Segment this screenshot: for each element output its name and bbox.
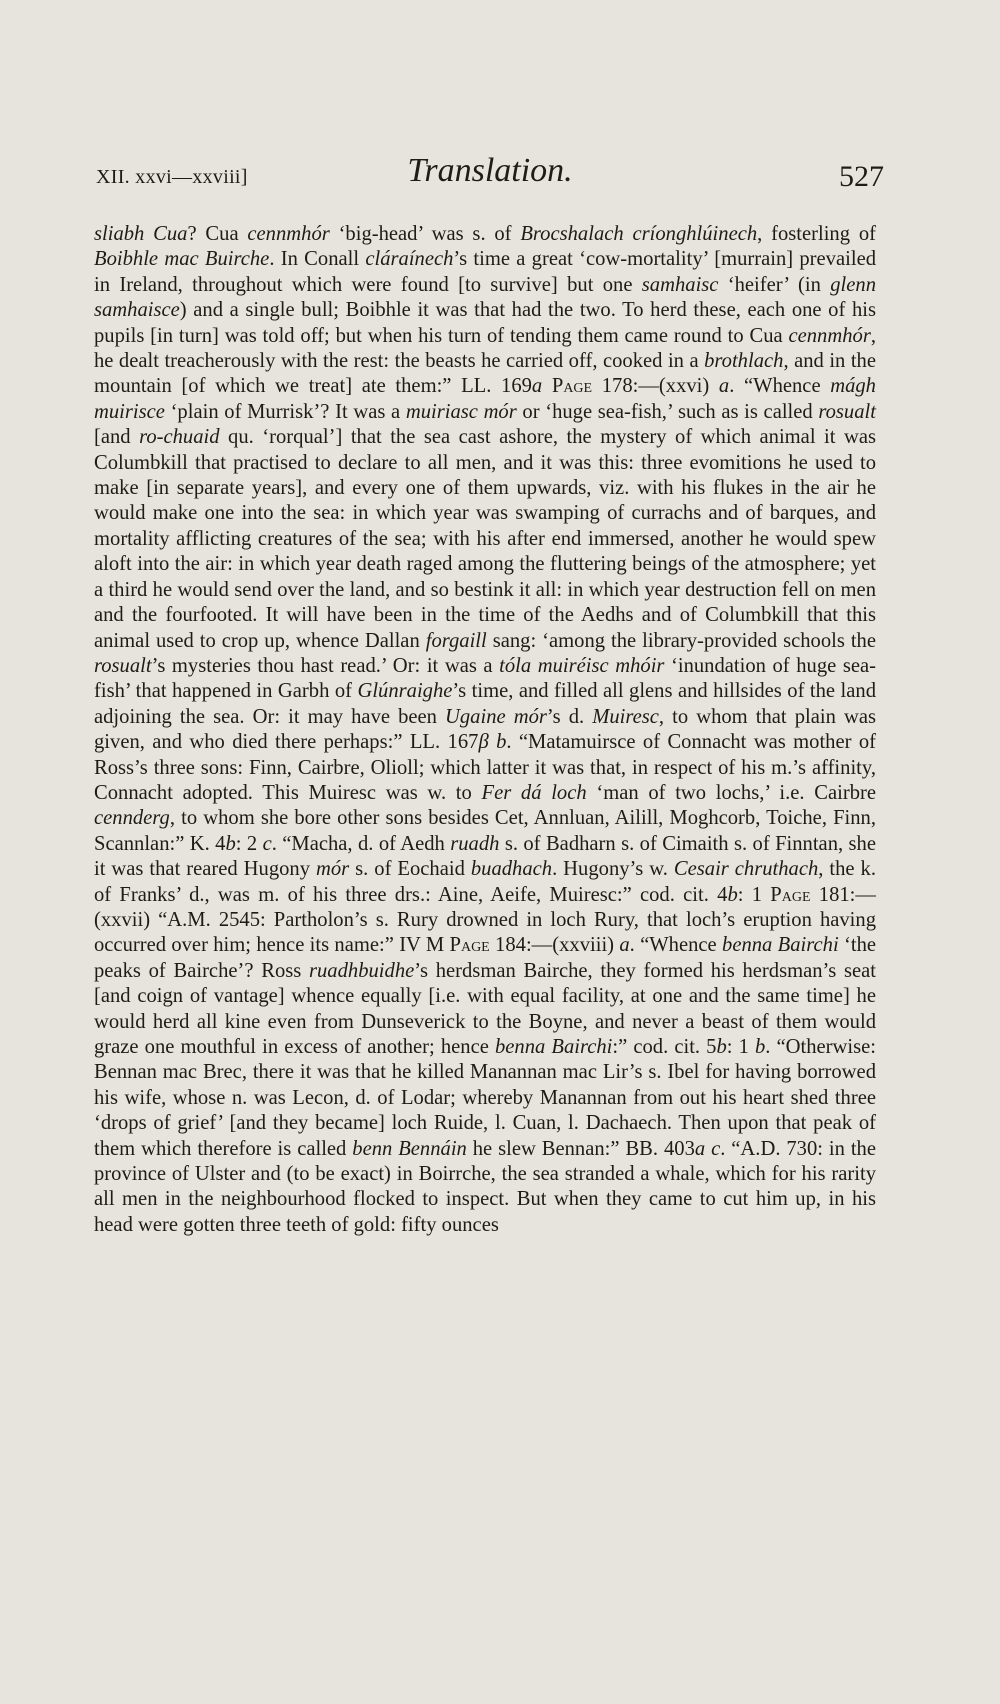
text-run: . “Macha, d. of Aedh: [271, 832, 451, 855]
italic-term: Ugaine mór: [445, 705, 547, 728]
italic-term: b: [496, 731, 507, 754]
page-title: Translation.: [407, 152, 573, 189]
italic-term: forgaill: [425, 629, 487, 652]
italic-term: b: [716, 1036, 727, 1058]
page-number: 527: [839, 160, 884, 193]
text-run: 181:—(xxvii) “A.M. 2545: Partholon’s s. Rury drowned in loch Rury, that loch’s eruption having occurred over him; hence its name:” IV M: [94, 883, 876, 957]
text-run: ‘inundation of huge sea-fish’ that happened in Garbh of: [94, 654, 876, 703]
italic-term: benn Bennáin: [352, 1137, 467, 1160]
text-run: : 1: [737, 883, 771, 906]
italic-term: sliabh Cua: [94, 223, 188, 245]
italic-term: a: [531, 375, 543, 398]
text-run: ? Cua: [187, 223, 248, 245]
text-run: ) and a single bull; Boibhle it was that had the two. To herd these, each one of his pupils [in turn] was told off; but when his turn of tending them came round to Cua: [94, 299, 876, 347]
text-run: , to whom that plain was given, and who died there perhaps:” LL. 167: [94, 705, 876, 754]
italic-term: a: [718, 375, 730, 398]
text-run: s. of Badharn s. of Cimaith s. of Finntan, she it was that reared Hugony: [94, 832, 876, 881]
italic-term: c: [711, 1137, 721, 1160]
italic-term: β: [478, 731, 489, 754]
italic-term: a: [619, 934, 630, 957]
text-run: ‘plain of Murrisk’? It was a: [164, 400, 406, 423]
text-run: . Hugony’s w.: [552, 858, 674, 881]
italic-term: Cesair chruthach: [673, 858, 819, 881]
body-paragraph: [94, 222, 876, 1238]
text-run: : 2: [235, 832, 263, 855]
text-run: sang: ‘among the library-provided schools the: [486, 629, 876, 652]
text-run: ‘big-head’ was s. of: [329, 223, 521, 245]
text-run: ’s d.: [546, 705, 593, 728]
text-run: 184:—(xxviii): [489, 934, 620, 957]
text-run: 178:—(xxvi): [592, 375, 719, 398]
italic-term: brothlach: [704, 350, 784, 373]
text-run: , fosterling of: [757, 223, 876, 245]
text-run: [542, 375, 552, 397]
text-run: ’s time a great ‘cow-mortality’ [murrain] prevailed in Ireland, throughout which were found [to survive] but one: [94, 248, 877, 296]
italic-term: mór: [315, 858, 350, 881]
page-reference-label: Page: [449, 934, 490, 957]
text-run: , he dealt treacherously with the rest: the beasts he carried off, cooked in a: [94, 324, 876, 373]
text-run: . “A.D. 730: in the province of Ulster and (to be exact) in Boirrche, the sea stranded a whale, which for his rarity all men in the neighbourhood flocked to inspect. But when they came to cut him up, in his head were gotten three teeth of gold: fifty ounces: [94, 1137, 876, 1236]
text-run: , to whom she bore other sons besides Cet, Annluan, Ailill, Moghcorb, Toiche, Finn, Scannlan:” K. 4: [94, 807, 876, 855]
italic-term: tóla muiréisc mhóir: [499, 654, 665, 677]
chapter-reference: XII. xxvi—xxviii]: [96, 166, 248, 188]
text-run: . “Otherwise: Bennan mac Brec, there it was that he killed Manannan mac Lir’s s. Ibel for having borrowed his wife, whose n. was Lecon, d. of Lodar; whereby Manannan from out his heart shed three ‘drops of grief’ [and they became] loch Ruide, l. Cuan, l. Dachaech. Then upon that peak of them which therefore is called: [94, 1036, 877, 1160]
text-run: or ‘huge sea-fish,’ such as is called: [516, 400, 819, 423]
italic-term: b: [225, 832, 236, 855]
text-run: s. of Eochaid: [349, 858, 471, 881]
italic-term: Muiresc: [592, 705, 659, 728]
italic-term: rosualt: [818, 400, 876, 423]
text-run: qu. ‘rorqual’] that the sea cast ashore, the mystery of which animal it was Columbkill that practised to declare to all men, and it was this: three evomitions he used to make [in separate years], and every one of them upwards, viz. with his flukes in the air he would make one into the sea: in which year was swamping of currachs and of barques, and mortality afflicting creatures of the sea; with his after end immersed, another he would spew aloft into the air: in which year death raged among the fluttering beings of the atmosphere; yet a third he would send over the land, and so bestink it all: in which year destruction fell on men and the fourfooted. It will have been in the time of the Aedhs and of Columbkill that this animal used to crop up, whence Dallan: [94, 426, 876, 652]
text-run: . In Conall: [269, 248, 366, 271]
italic-term: muiriasc mór: [405, 400, 517, 423]
text-run: [489, 731, 496, 753]
italic-term: ro-chuaid: [139, 426, 220, 449]
text-run: ’s herdsman Bairche, they formed his herdsman’s seat [and coign of vantage] whence equally [i.e. with equal facility, at one and the same time] he would herd all kine even from Dunseverick to the Boyne, and never a beast of them would graze one mouthful in excess of another; hence: [94, 959, 877, 1058]
italic-term: cennmhór: [247, 223, 330, 245]
text-run: , the k. of Franks’ d., was m. of his three drs.: Aine, Aeife, Muiresc:” cod. cit. 4: [94, 858, 876, 906]
running-header: [96, 152, 884, 196]
text-run: : 1: [726, 1036, 755, 1058]
italic-term: b: [754, 1036, 766, 1058]
italic-term: samhaisc: [641, 273, 719, 296]
italic-term: b: [727, 883, 738, 906]
page-reference-label: Page: [770, 883, 811, 906]
italic-term: glenn samhaisce: [94, 273, 877, 322]
italic-term: Boibhle mac Buirche: [94, 248, 270, 271]
italic-term: rosualt: [94, 654, 152, 677]
italic-term: mágh muirisce: [94, 375, 876, 423]
italic-term: cennmhór: [788, 324, 871, 347]
text-run: :” cod. cit. 5: [612, 1036, 717, 1058]
italic-term: ruadhbuidhe: [309, 959, 415, 982]
text-run: , and in the mountain [of which we treat] ate them:” LL. 169: [94, 350, 876, 398]
italic-term: benna Bairchi: [494, 1036, 613, 1058]
italic-term: cláraínech: [365, 248, 454, 271]
text-run: ‘the peaks of Bairche’? Ross: [94, 934, 877, 982]
text-run: ’s time, and filled all glens and hillsides of the land adjoining the sea. Or: it may have been: [94, 680, 876, 728]
text-run: ‘man of two lochs,’ i.e. Cairbre: [586, 781, 876, 804]
text-run: ‘heifer’ (in: [718, 273, 831, 296]
italic-term: Brocshalach críonghlúinech: [520, 223, 758, 245]
italic-term: Glúnraighe: [357, 680, 453, 703]
text-run: ’s mysteries thou hast read.’ Or: it was a: [151, 654, 500, 677]
italic-term: c: [262, 832, 272, 855]
text-run: he slew Bennan:” BB. 403: [466, 1137, 695, 1160]
text-run: . “Whence: [629, 934, 723, 957]
italic-term: buadhach: [470, 858, 553, 881]
italic-term: ruadh: [450, 832, 500, 855]
italic-term: a: [694, 1137, 706, 1160]
italic-term: Fer dá loch: [481, 781, 587, 804]
italic-term: benna Bairchi: [722, 934, 839, 957]
text-run: [and: [94, 426, 140, 449]
text-run: . “Whence: [729, 375, 831, 398]
italic-term: cennderg: [94, 807, 170, 830]
text-run: . “Matamuirsce of Connacht was mother of Ross’s three sons: Finn, Cairbre, Olioll; which latter it was that, in respect of his m.’s affinity, Connacht adopted. This Muiresc was w. to: [94, 731, 876, 804]
page-reference-label: Page: [551, 375, 593, 398]
